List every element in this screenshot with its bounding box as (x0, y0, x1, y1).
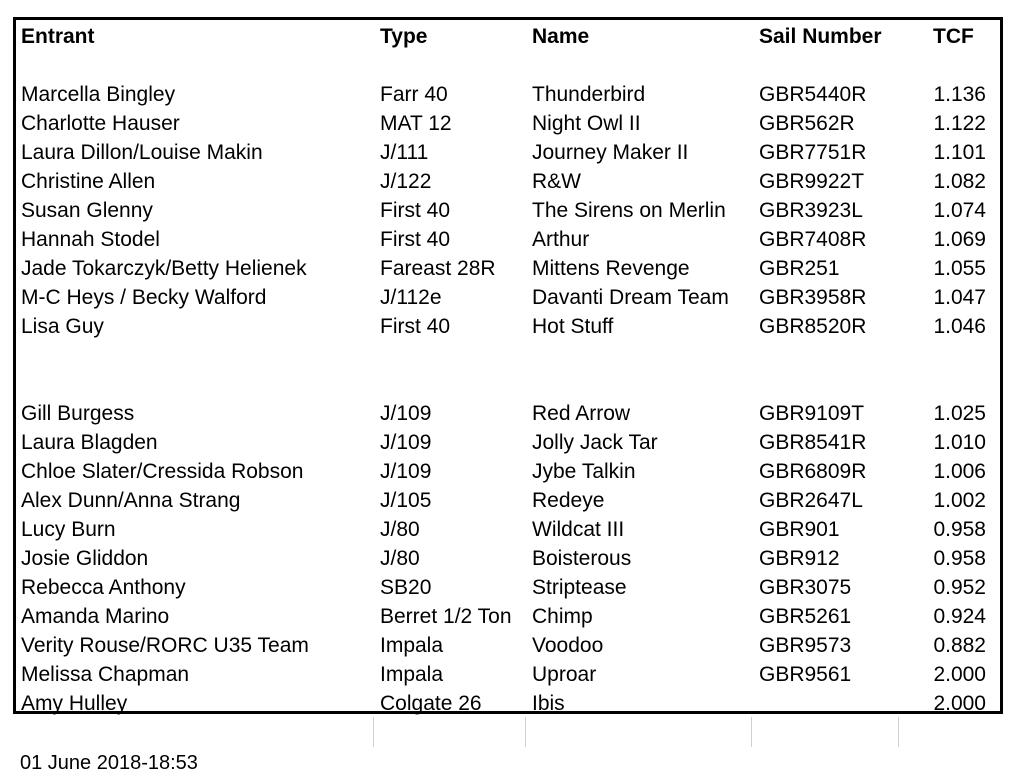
table-cell-entrant: Verity Rouse/RORC U35 Team (21, 634, 309, 657)
table-cell-name: Hot Stuff (532, 315, 614, 338)
table-cell-sail: GBR2647L (759, 489, 863, 512)
table-cell-sail: GBR9573 (759, 634, 852, 657)
header-tcf: TCF (933, 25, 974, 48)
table-cell-sail: GBR9922T (759, 170, 865, 193)
header-sail-number: Sail Number (759, 25, 882, 48)
table-cell-name: Ibis (532, 692, 565, 715)
table-cell-tcf: 1.010 (933, 431, 986, 454)
table-cell-name: Jybe Talkin (532, 460, 636, 483)
table-cell-type: Impala (380, 663, 444, 686)
table-cell-name: Voodoo (532, 634, 604, 657)
table-cell-type: J/112e (380, 286, 442, 309)
table-cell-tcf: 0.952 (933, 576, 986, 599)
table-cell-name: Wildcat III (532, 518, 625, 541)
table-cell-sail: GBR3923L (759, 199, 863, 222)
table-cell-name: Striptease (532, 576, 627, 599)
table-cell-entrant: Melissa Chapman (21, 663, 190, 686)
header-type: Type (380, 25, 428, 48)
table-cell-sail: GBR7408R (759, 228, 867, 251)
table-cell-name: Davanti Dream Team (532, 286, 729, 309)
table-cell-type: J/109 (380, 460, 432, 483)
table-cell-tcf: 1.006 (933, 460, 986, 483)
grid-divider (898, 717, 899, 747)
table-cell-sail: GBR9109T (759, 402, 865, 425)
table-cell-sail: GBR562R (759, 112, 855, 135)
table-cell-sail: GBR3075 (759, 576, 852, 599)
table-cell-type: J/111 (380, 141, 429, 164)
table-cell-type: J/109 (380, 431, 432, 454)
table-cell-type: Fareast 28R (380, 257, 496, 280)
table-cell-sail: GBR6809R (759, 460, 867, 483)
table-cell-sail: GBR901 (759, 518, 840, 541)
table-cell-name: Journey Maker II (532, 141, 689, 164)
table-cell-sail: GBR912 (759, 547, 840, 570)
table-cell-tcf: 1.055 (933, 257, 986, 280)
table-cell-name: R&W (532, 170, 581, 193)
table-cell-sail: GBR5440R (759, 83, 867, 106)
table-cell-tcf: 0.958 (933, 547, 986, 570)
table-cell-entrant: Lisa Guy (21, 315, 104, 338)
header-entrant: Entrant (21, 25, 95, 48)
table-cell-tcf: 2.000 (933, 663, 986, 686)
table-cell-name: Chimp (532, 605, 593, 628)
table-cell-entrant: Alex Dunn/Anna Strang (21, 489, 241, 512)
table-cell-name: Arthur (532, 228, 590, 251)
table-cell-tcf: 0.882 (933, 634, 986, 657)
table-cell-name: Jolly Jack Tar (532, 431, 658, 454)
table-cell-type: J/122 (380, 170, 432, 193)
table-cell-entrant: Chloe Slater/Cressida Robson (21, 460, 304, 483)
table-cell-sail: GBR3958R (759, 286, 867, 309)
table-cell-name: Boisterous (532, 547, 632, 570)
table-cell-tcf: 0.924 (933, 605, 986, 628)
table-cell-entrant: Laura Blagden (21, 431, 158, 454)
table-cell-tcf: 1.122 (933, 112, 986, 135)
table-cell-entrant: Hannah Stodel (21, 228, 160, 251)
table-cell-entrant: Amanda Marino (21, 605, 170, 628)
table-cell-entrant: Marcella Bingley (21, 83, 176, 106)
table-cell-tcf: 1.069 (933, 228, 986, 251)
table-cell-tcf: 1.074 (933, 199, 986, 222)
grid-divider (525, 717, 526, 747)
table-cell-type: J/105 (380, 489, 432, 512)
table-cell-name: Redeye (532, 489, 605, 512)
table-cell-type: First 40 (380, 315, 451, 338)
entry-list-table (13, 17, 1003, 714)
table-cell-type: J/80 (380, 547, 420, 570)
table-cell-entrant: Lucy Burn (21, 518, 116, 541)
table-cell-tcf: 1.136 (933, 83, 986, 106)
timestamp: 01 June 2018-18:53 (20, 752, 198, 774)
grid-divider (373, 717, 374, 747)
table-cell-entrant: Gill Burgess (21, 402, 135, 425)
table-cell-type: J/109 (380, 402, 432, 425)
table-cell-entrant: Laura Dillon/Louise Makin (21, 141, 263, 164)
table-cell-sail: GBR8541R (759, 431, 867, 454)
table-cell-name: The Sirens on Merlin (532, 199, 726, 222)
table-cell-entrant: Josie Gliddon (21, 547, 149, 570)
table-cell-type: MAT 12 (380, 112, 452, 135)
table-cell-tcf: 2.000 (933, 692, 986, 715)
table-cell-name: Red Arrow (532, 402, 631, 425)
header-name: Name (532, 25, 590, 48)
table-cell-tcf: 1.046 (933, 315, 986, 338)
table-cell-type: First 40 (380, 228, 451, 251)
table-cell-entrant: Charlotte Hauser (21, 112, 180, 135)
table-cell-entrant: Christine Allen (21, 170, 156, 193)
table-cell-entrant: Jade Tokarczyk/Betty Helienek (21, 257, 307, 280)
table-cell-type: SB20 (380, 576, 432, 599)
table-cell-tcf: 1.025 (933, 402, 986, 425)
table-cell-tcf: 1.047 (933, 286, 986, 309)
table-cell-name: Thunderbird (532, 83, 646, 106)
table-cell-type: Farr 40 (380, 83, 448, 106)
table-cell-tcf: 1.101 (933, 141, 986, 164)
table-cell-tcf: 0.958 (933, 518, 986, 541)
table-cell-sail: GBR251 (759, 257, 840, 280)
table-cell-entrant: Amy Hulley (21, 692, 128, 715)
table-cell-type: Impala (380, 634, 444, 657)
table-cell-name: Night Owl II (532, 112, 641, 135)
grid-divider (751, 717, 752, 747)
table-cell-sail: GBR7751R (759, 141, 867, 164)
table-cell-tcf: 1.002 (933, 489, 986, 512)
table-cell-type: Berret 1/2 Ton (380, 605, 512, 628)
table-cell-name: Uproar (532, 663, 597, 686)
table-cell-sail: GBR8520R (759, 315, 867, 338)
table-cell-sail: GBR9561 (759, 663, 852, 686)
table-cell-type: Colgate 26 (380, 692, 482, 715)
table-cell-type: J/80 (380, 518, 420, 541)
table-cell-tcf: 1.082 (933, 170, 986, 193)
table-cell-entrant: M-C Heys / Becky Walford (21, 286, 267, 309)
table-cell-type: First 40 (380, 199, 451, 222)
table-cell-entrant: Rebecca Anthony (21, 576, 186, 599)
table-cell-sail: GBR5261 (759, 605, 852, 628)
table-cell-name: Mittens Revenge (532, 257, 690, 280)
table-cell-entrant: Susan Glenny (21, 199, 153, 222)
